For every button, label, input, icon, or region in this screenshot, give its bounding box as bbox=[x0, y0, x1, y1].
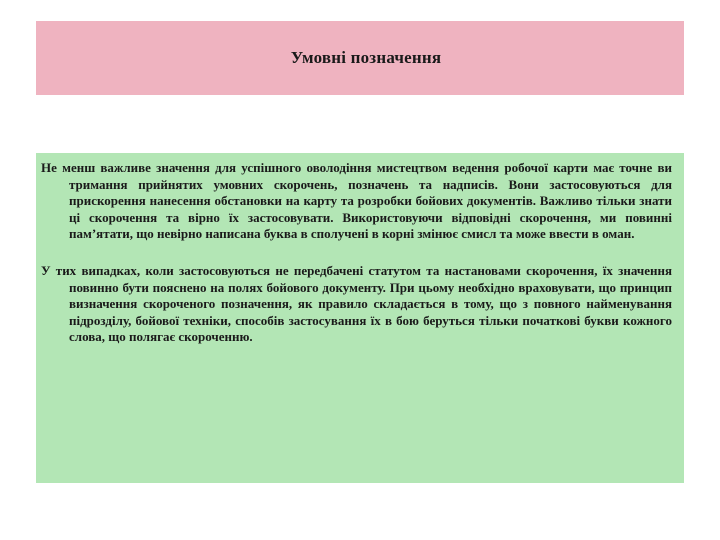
paragraph-1: Не менш важливе значення для успішного оволодіння мистецтвом ведення робочої карти має точне ви тримання прийнятих умовних скорочень, позначень та надписів. Вони застосовуються для прискорення нанесення обстановки на карту та розробки бойових документів. Важливо тільки знати ці скорочення та вірно їх застосовувати. Використовуючи відповідні скорочення, ми повинні пам’ятати, що невірно написана буква в сполучені в корні змінює смисл та може ввести в оман. bbox=[41, 160, 672, 242]
content-panel bbox=[36, 153, 684, 483]
paragraph-2: У тих випадках, коли застосовуються не передбачені статутом та настановами скорочення, їх значення повинно бути пояснено на полях бойового документу. При цьому необхідно враховувати, що принцип визначення скороченого позначення, як правило складається в тому, що з повного найменування підрозділу, бойової техніки, способів застосування їх в бою беруться тільки початкові букви кожного слова, що полягає скороченню. bbox=[41, 262, 672, 345]
slide-title: Умовні позначення bbox=[290, 48, 442, 67]
title-banner bbox=[36, 21, 684, 95]
